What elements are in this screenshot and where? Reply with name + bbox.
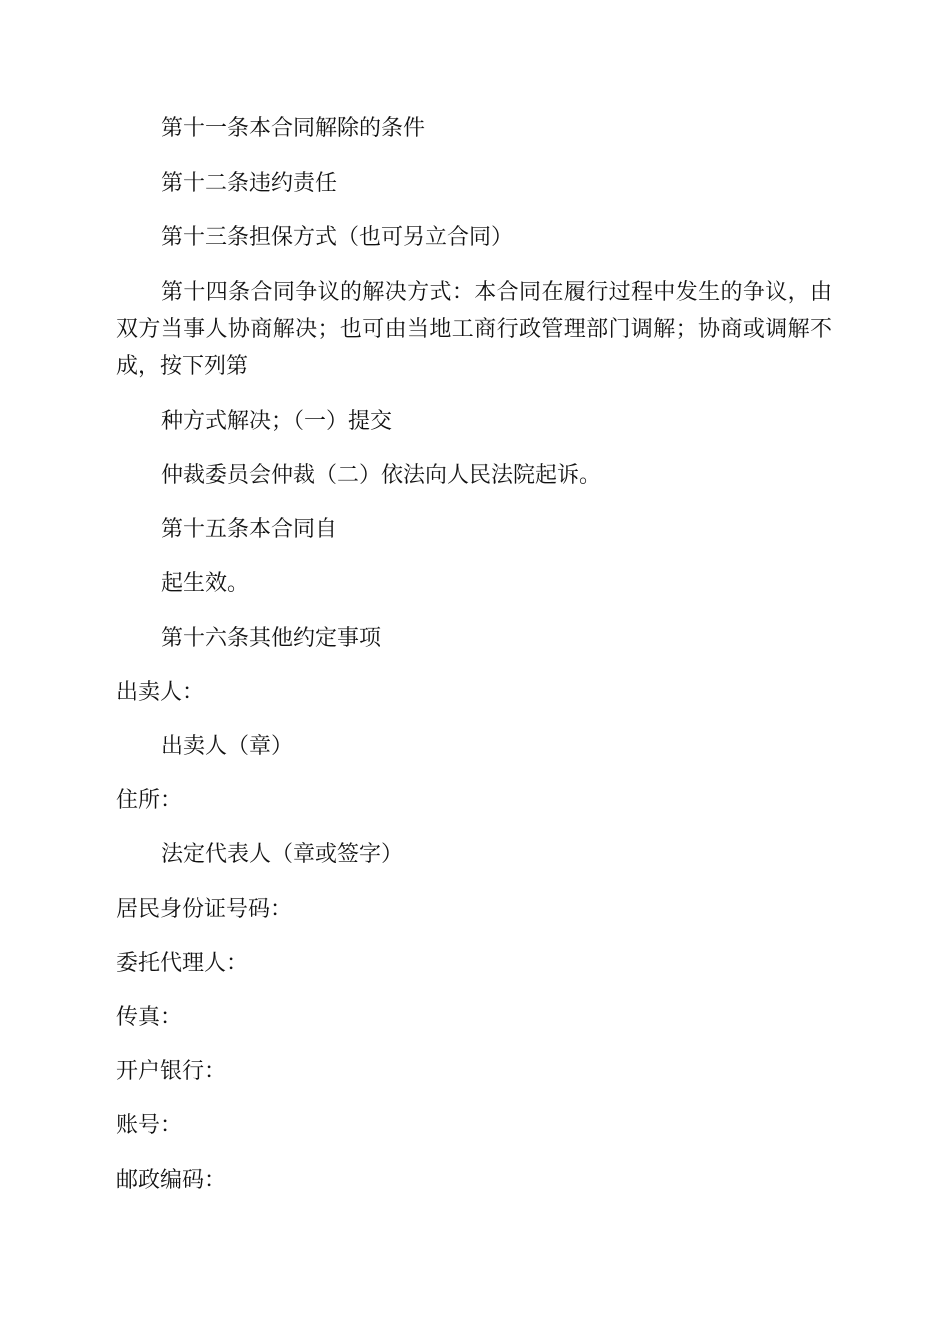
clause-16: 第十六条其他约定事项 (161, 626, 382, 651)
clause-11: 第十一条本合同解除的条件 (161, 116, 426, 141)
clause-12: 第十二条违约责任 (161, 171, 338, 196)
seller-seal-label: 出卖人（章） (161, 734, 294, 759)
clause-15-effective: 起生效。 (161, 571, 250, 596)
clause-15: 第十五条本合同自 (161, 517, 338, 542)
clause-14-method: 种方式解决；（一）提交 (161, 409, 393, 434)
bank-label: 开户银行： (116, 1059, 227, 1084)
id-number-label: 居民身份证号码： (116, 897, 293, 922)
clause-14-arbitration: 仲裁委员会仲裁（二）依法向人民法院起诉。 (161, 463, 602, 488)
clause-13: 第十三条担保方式（也可另立合同） (161, 225, 514, 250)
agent-label: 委托代理人： (116, 951, 249, 976)
fax-label: 传真： (116, 1005, 183, 1030)
account-label: 账号： (116, 1113, 183, 1138)
clause-14: 第十四条合同争议的解决方式：本合同在履行过程中发生的争议，由双方当事人协商解决；也可由当地工商行政管理部门调解；协商或调解不成，按下列第 (116, 280, 832, 379)
legal-representative-label: 法定代表人（章或签字） (161, 842, 404, 867)
seller-label: 出卖人： (116, 680, 205, 705)
address-label: 住所： (116, 788, 183, 813)
postal-code-label: 邮政编码： (116, 1168, 227, 1193)
